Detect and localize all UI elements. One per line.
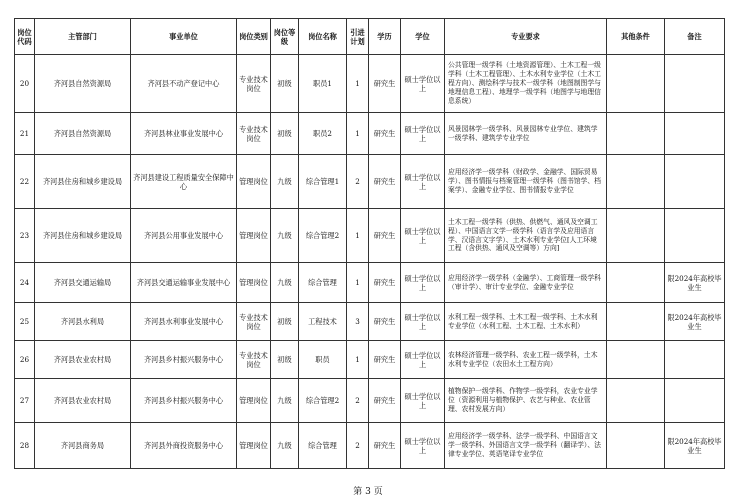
cell-plan: 3 bbox=[347, 303, 369, 341]
cell-grade: 初级 bbox=[271, 341, 299, 379]
cell-dept: 齐河县住房和城乡建设局 bbox=[35, 155, 131, 209]
header-edu: 学历 bbox=[369, 19, 401, 55]
header-other: 其他条件 bbox=[607, 19, 665, 55]
cell-grade: 九级 bbox=[271, 155, 299, 209]
cell-dept: 齐河县农业农村局 bbox=[35, 379, 131, 423]
cell-degree: 硕士学位以上 bbox=[401, 341, 445, 379]
cell-major: 水利工程一级学科、土木工程一级学科、土木水利专业学位（水利工程、土木工程、土木水利） bbox=[445, 303, 607, 341]
cell-code: 20 bbox=[15, 55, 35, 113]
cell-other bbox=[607, 303, 665, 341]
cell-other bbox=[607, 113, 665, 155]
cell-note bbox=[665, 113, 725, 155]
cell-code: 27 bbox=[15, 379, 35, 423]
cell-edu: 研究生 bbox=[369, 263, 401, 303]
table-row bbox=[15, 263, 725, 303]
cell-category: 管理岗位 bbox=[237, 423, 271, 469]
cell-edu: 研究生 bbox=[369, 379, 401, 423]
cell-unit: 齐河县建设工程质量安全保障中心 bbox=[131, 155, 237, 209]
table-row bbox=[15, 341, 725, 379]
table-row bbox=[15, 423, 725, 469]
cell-plan: 1 bbox=[347, 113, 369, 155]
page-number: 第 3 页 bbox=[353, 487, 383, 497]
cell-grade: 九级 bbox=[271, 209, 299, 263]
cell-grade: 九级 bbox=[271, 379, 299, 423]
cell-major: 风景园林学一级学科、风景园林专业学位、建筑学一级学科、建筑学专业学位 bbox=[445, 113, 607, 155]
table-row bbox=[15, 113, 725, 155]
cell-unit: 齐河县不动产登记中心 bbox=[131, 55, 237, 113]
table-header-row bbox=[15, 19, 725, 55]
cell-dept: 齐河县住房和城乡建设局 bbox=[35, 209, 131, 263]
cell-edu: 研究生 bbox=[369, 209, 401, 263]
cell-category: 管理岗位 bbox=[237, 263, 271, 303]
cell-degree: 硕士学位以上 bbox=[401, 263, 445, 303]
header-unit: 事业单位 bbox=[131, 19, 237, 55]
cell-edu: 研究生 bbox=[369, 423, 401, 469]
cell-name: 工程技术 bbox=[299, 303, 347, 341]
cell-name: 职员2 bbox=[299, 113, 347, 155]
cell-note: 限2024年高校毕业生 bbox=[665, 423, 725, 469]
cell-code: 22 bbox=[15, 155, 35, 209]
cell-code: 28 bbox=[15, 423, 35, 469]
cell-unit: 齐河县水利事业发展中心 bbox=[131, 303, 237, 341]
cell-note: 限2024年高校毕业生 bbox=[665, 263, 725, 303]
cell-unit: 齐河县外商投资服务中心 bbox=[131, 423, 237, 469]
header-degree: 学位 bbox=[401, 19, 445, 55]
cell-edu: 研究生 bbox=[369, 55, 401, 113]
cell-plan: 1 bbox=[347, 341, 369, 379]
cell-unit: 齐河县乡村振兴服务中心 bbox=[131, 379, 237, 423]
recruitment-table-sheet bbox=[14, 18, 724, 469]
cell-unit: 齐河县林业事业发展中心 bbox=[131, 113, 237, 155]
cell-major: 应用经济学一级学科（金融学）、工商管理一级学科（审计学）、审计专业学位、金融专业学位 bbox=[445, 263, 607, 303]
cell-degree: 硕士学位以上 bbox=[401, 155, 445, 209]
table-row bbox=[15, 379, 725, 423]
cell-other bbox=[607, 155, 665, 209]
cell-name: 职员1 bbox=[299, 55, 347, 113]
cell-plan: 2 bbox=[347, 155, 369, 209]
cell-note bbox=[665, 155, 725, 209]
cell-edu: 研究生 bbox=[369, 341, 401, 379]
cell-major: 公共管理一级学科（土地资源管理）、土木工程一级学科（土木工程管理）、土木水利专业学位（土木工程方向）、测绘科学与技术一级学科（地图制图学与地理信息工程）、地理学一级学科（地图学与地理信息系统） bbox=[445, 55, 607, 113]
cell-other bbox=[607, 341, 665, 379]
cell-code: 26 bbox=[15, 341, 35, 379]
cell-unit: 齐河县公用事业发展中心 bbox=[131, 209, 237, 263]
cell-plan: 2 bbox=[347, 379, 369, 423]
cell-other bbox=[607, 263, 665, 303]
cell-major: 应用经济学一级学科、法学一级学科、中国语言文学一级学科、外国语言文学一级学科（翻译学）、法律专业学位、英语笔译专业学位 bbox=[445, 423, 607, 469]
cell-plan: 1 bbox=[347, 263, 369, 303]
cell-note bbox=[665, 209, 725, 263]
cell-degree: 硕士学位以上 bbox=[401, 55, 445, 113]
cell-major: 土木工程一级学科（供热、供燃气、通风及空调工程）、中国语言文学一级学科（语言学及应用语言学、汉语言文字学）、土木水利专业学位[人工环境工程（含供热、通风及空调等）方向] bbox=[445, 209, 607, 263]
header-major: 专业要求 bbox=[445, 19, 607, 55]
cell-name: 职员 bbox=[299, 341, 347, 379]
cell-plan: 1 bbox=[347, 55, 369, 113]
header-dept: 主管部门 bbox=[35, 19, 131, 55]
cell-dept: 齐河县水利局 bbox=[35, 303, 131, 341]
table-row bbox=[15, 209, 725, 263]
cell-dept: 齐河县自然资源局 bbox=[35, 55, 131, 113]
cell-plan: 2 bbox=[347, 423, 369, 469]
cell-name: 综合管理 bbox=[299, 423, 347, 469]
cell-category: 专业技术岗位 bbox=[237, 55, 271, 113]
cell-major: 植物保护一级学科、作物学一级学科，农业专业学位（资源利用与植物保护、农艺与种业、农业管理、农村发展方向） bbox=[445, 379, 607, 423]
cell-dept: 齐河县商务局 bbox=[35, 423, 131, 469]
cell-edu: 研究生 bbox=[369, 155, 401, 209]
cell-code: 24 bbox=[15, 263, 35, 303]
cell-dept: 齐河县农业农村局 bbox=[35, 341, 131, 379]
cell-code: 25 bbox=[15, 303, 35, 341]
cell-dept: 齐河县交通运输局 bbox=[35, 263, 131, 303]
cell-grade: 初级 bbox=[271, 303, 299, 341]
cell-degree: 硕士学位以上 bbox=[401, 209, 445, 263]
cell-note bbox=[665, 379, 725, 423]
table-row bbox=[15, 303, 725, 341]
cell-note: 限2024年高校毕业生 bbox=[665, 303, 725, 341]
cell-code: 23 bbox=[15, 209, 35, 263]
cell-degree: 硕士学位以上 bbox=[401, 303, 445, 341]
cell-grade: 九级 bbox=[271, 263, 299, 303]
cell-unit: 齐河县乡村振兴服务中心 bbox=[131, 341, 237, 379]
table-row bbox=[15, 55, 725, 113]
cell-category: 专业技术岗位 bbox=[237, 113, 271, 155]
cell-name: 综合管理1 bbox=[299, 155, 347, 209]
cell-grade: 初级 bbox=[271, 55, 299, 113]
cell-dept: 齐河县自然资源局 bbox=[35, 113, 131, 155]
cell-major: 农林经济管理一级学科、农业工程一级学科，土木水利专业学位（农田水土工程方向） bbox=[445, 341, 607, 379]
cell-category: 专业技术岗位 bbox=[237, 341, 271, 379]
header-category: 岗位类别 bbox=[237, 19, 271, 55]
cell-grade: 初级 bbox=[271, 113, 299, 155]
cell-code: 21 bbox=[15, 113, 35, 155]
cell-other bbox=[607, 55, 665, 113]
cell-note bbox=[665, 55, 725, 113]
cell-other bbox=[607, 423, 665, 469]
cell-edu: 研究生 bbox=[369, 113, 401, 155]
cell-category: 管理岗位 bbox=[237, 155, 271, 209]
cell-degree: 硕士学位以上 bbox=[401, 379, 445, 423]
cell-name: 综合管理2 bbox=[299, 209, 347, 263]
table-row bbox=[15, 155, 725, 209]
cell-category: 管理岗位 bbox=[237, 209, 271, 263]
cell-plan: 1 bbox=[347, 209, 369, 263]
cell-category: 管理岗位 bbox=[237, 379, 271, 423]
cell-grade: 九级 bbox=[271, 423, 299, 469]
cell-major: 应用经济学一级学科（财政学、金融学、国际贸易学）、图书情报与档案管理一级学科（图书馆学、档案学）、金融专业学位、图书情报专业学位 bbox=[445, 155, 607, 209]
header-note: 备注 bbox=[665, 19, 725, 55]
header-plan: 引进计划 bbox=[347, 19, 369, 55]
cell-other bbox=[607, 379, 665, 423]
cell-degree: 硕士学位以上 bbox=[401, 423, 445, 469]
cell-edu: 研究生 bbox=[369, 303, 401, 341]
cell-category: 专业技术岗位 bbox=[237, 303, 271, 341]
cell-name: 综合管理2 bbox=[299, 379, 347, 423]
header-grade: 岗位等级 bbox=[271, 19, 299, 55]
header-name: 岗位名称 bbox=[299, 19, 347, 55]
header-code: 岗位代码 bbox=[15, 19, 35, 55]
cell-unit: 齐河县交通运输事业发展中心 bbox=[131, 263, 237, 303]
recruitment-table bbox=[14, 18, 725, 469]
cell-name: 综合管理 bbox=[299, 263, 347, 303]
cell-note bbox=[665, 341, 725, 379]
cell-other bbox=[607, 209, 665, 263]
cell-degree: 硕士学位以上 bbox=[401, 113, 445, 155]
